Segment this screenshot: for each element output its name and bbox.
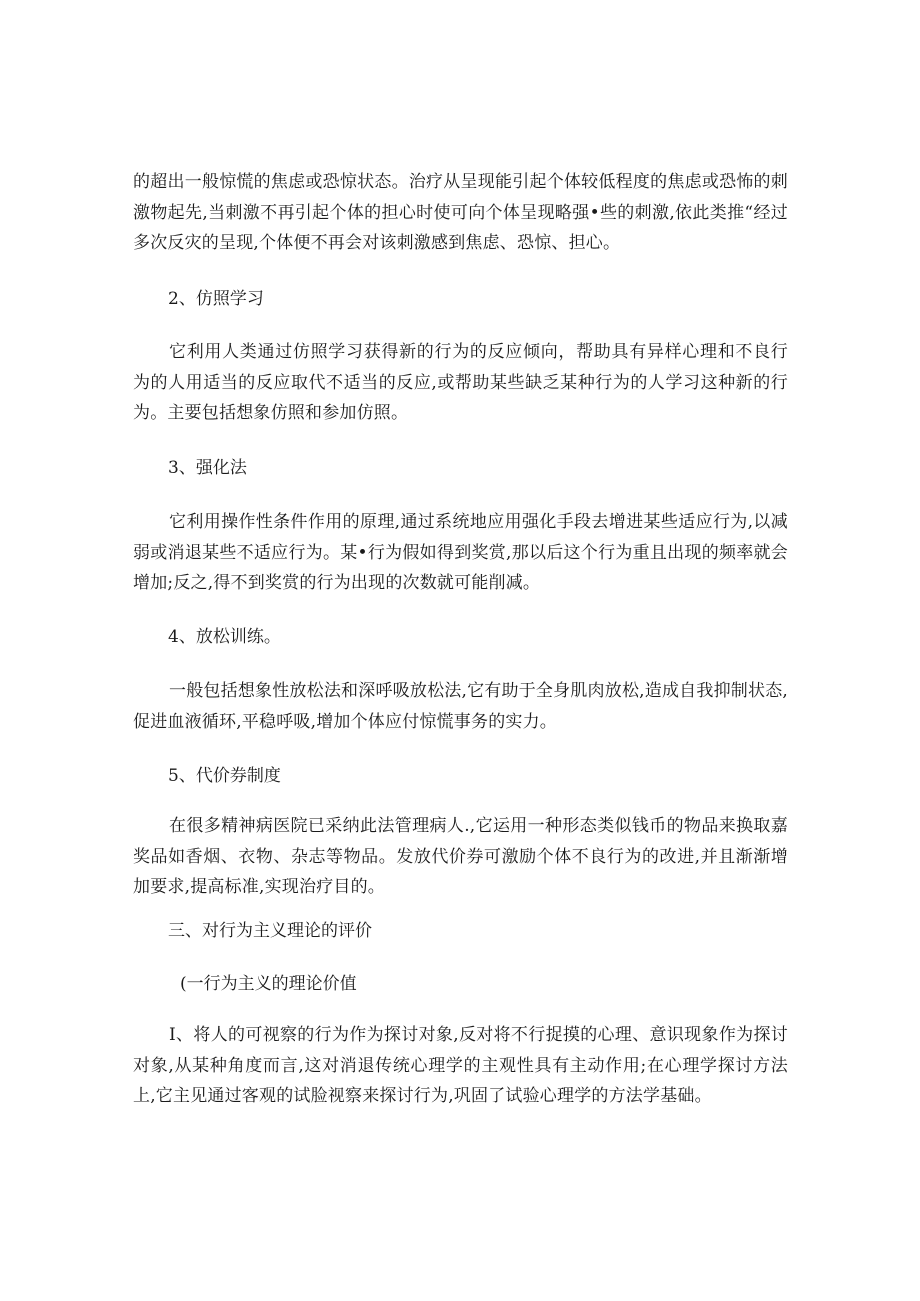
heading-theoretical-value: (一行为主义的理论价值 [180,974,357,994]
paragraph-systematic-desensitization-continued: 的超出一般惊慌的焦虑或恐惊状态。治疗从呈现能引起个体较低程度的焦虑或恐怖的刺激物起先,当刺激不再引起个体的担心时使可向个体呈现略强•些的刺激,依此类推“经过多次反灾的呈现,个体便不再会对该刺激感到焦虑、恐惊、担心。 [133,172,788,253]
paragraph-reinforcement: 它利用操作性条件作用的原理,通过系统地应用强化手段去增进某些适应行为,以减弱或消退某些不适应行为。某•行为假如得到奖赏,那以后这个行为重且出现的频率就会增加;反之,得不到奖赏的行为出现的次数就可能削减。 [133,512,788,593]
paragraph-theoretical-value-1: I、将人的可视察的行为作为探讨对象,反对将不行捉摸的心理、意识现象作为探讨对象,从某种角度而言,这对消退传统心理学的主观性具有主动作用;在心理学探讨方法上,它主见通过客观的试脸视察来探讨行为,巩固了试验心理学的方法学基础。 [133,1025,788,1106]
heading-imitation-learning: 2、仿照学习 [168,289,264,309]
heading-reinforcement: 3、强化法 [168,458,247,478]
paragraph-relaxation-training: 一般包括想象性放松法和深呼吸放松法,它有助于全身肌肉放松,造成自我抑制状态,促进血液循环,平稳呼吸,增加个体应付惊慌事务的实力。 [133,681,788,732]
heading-token-economy: 5、代价券制度 [168,766,281,786]
paragraph-token-economy: 在很多精神病医院已采纳此法管理病人.,它运用一种形态类似钱币的物品来换取嘉奖品如香烟、衣物、杂志等物品。发放代价券可激励个体不良行为的改进,并且渐渐增加要求,提高标准,实现治疗目的。 [133,816,788,897]
paragraph-imitation-learning: 它利用人类通过仿照学习获得新的行为的反应倾向，帮助具有异样心理和不良行为的人用适当的反应取代不适当的反应,或帮助某些缺乏某种行为的人学习这种新的行为。主要包括想象仿照和参加仿照。 [133,342,788,423]
heading-relaxation-training: 4、放松训练。 [168,627,281,647]
heading-evaluation-behaviorism: 三、对行为主义理论的评价 [168,921,372,941]
